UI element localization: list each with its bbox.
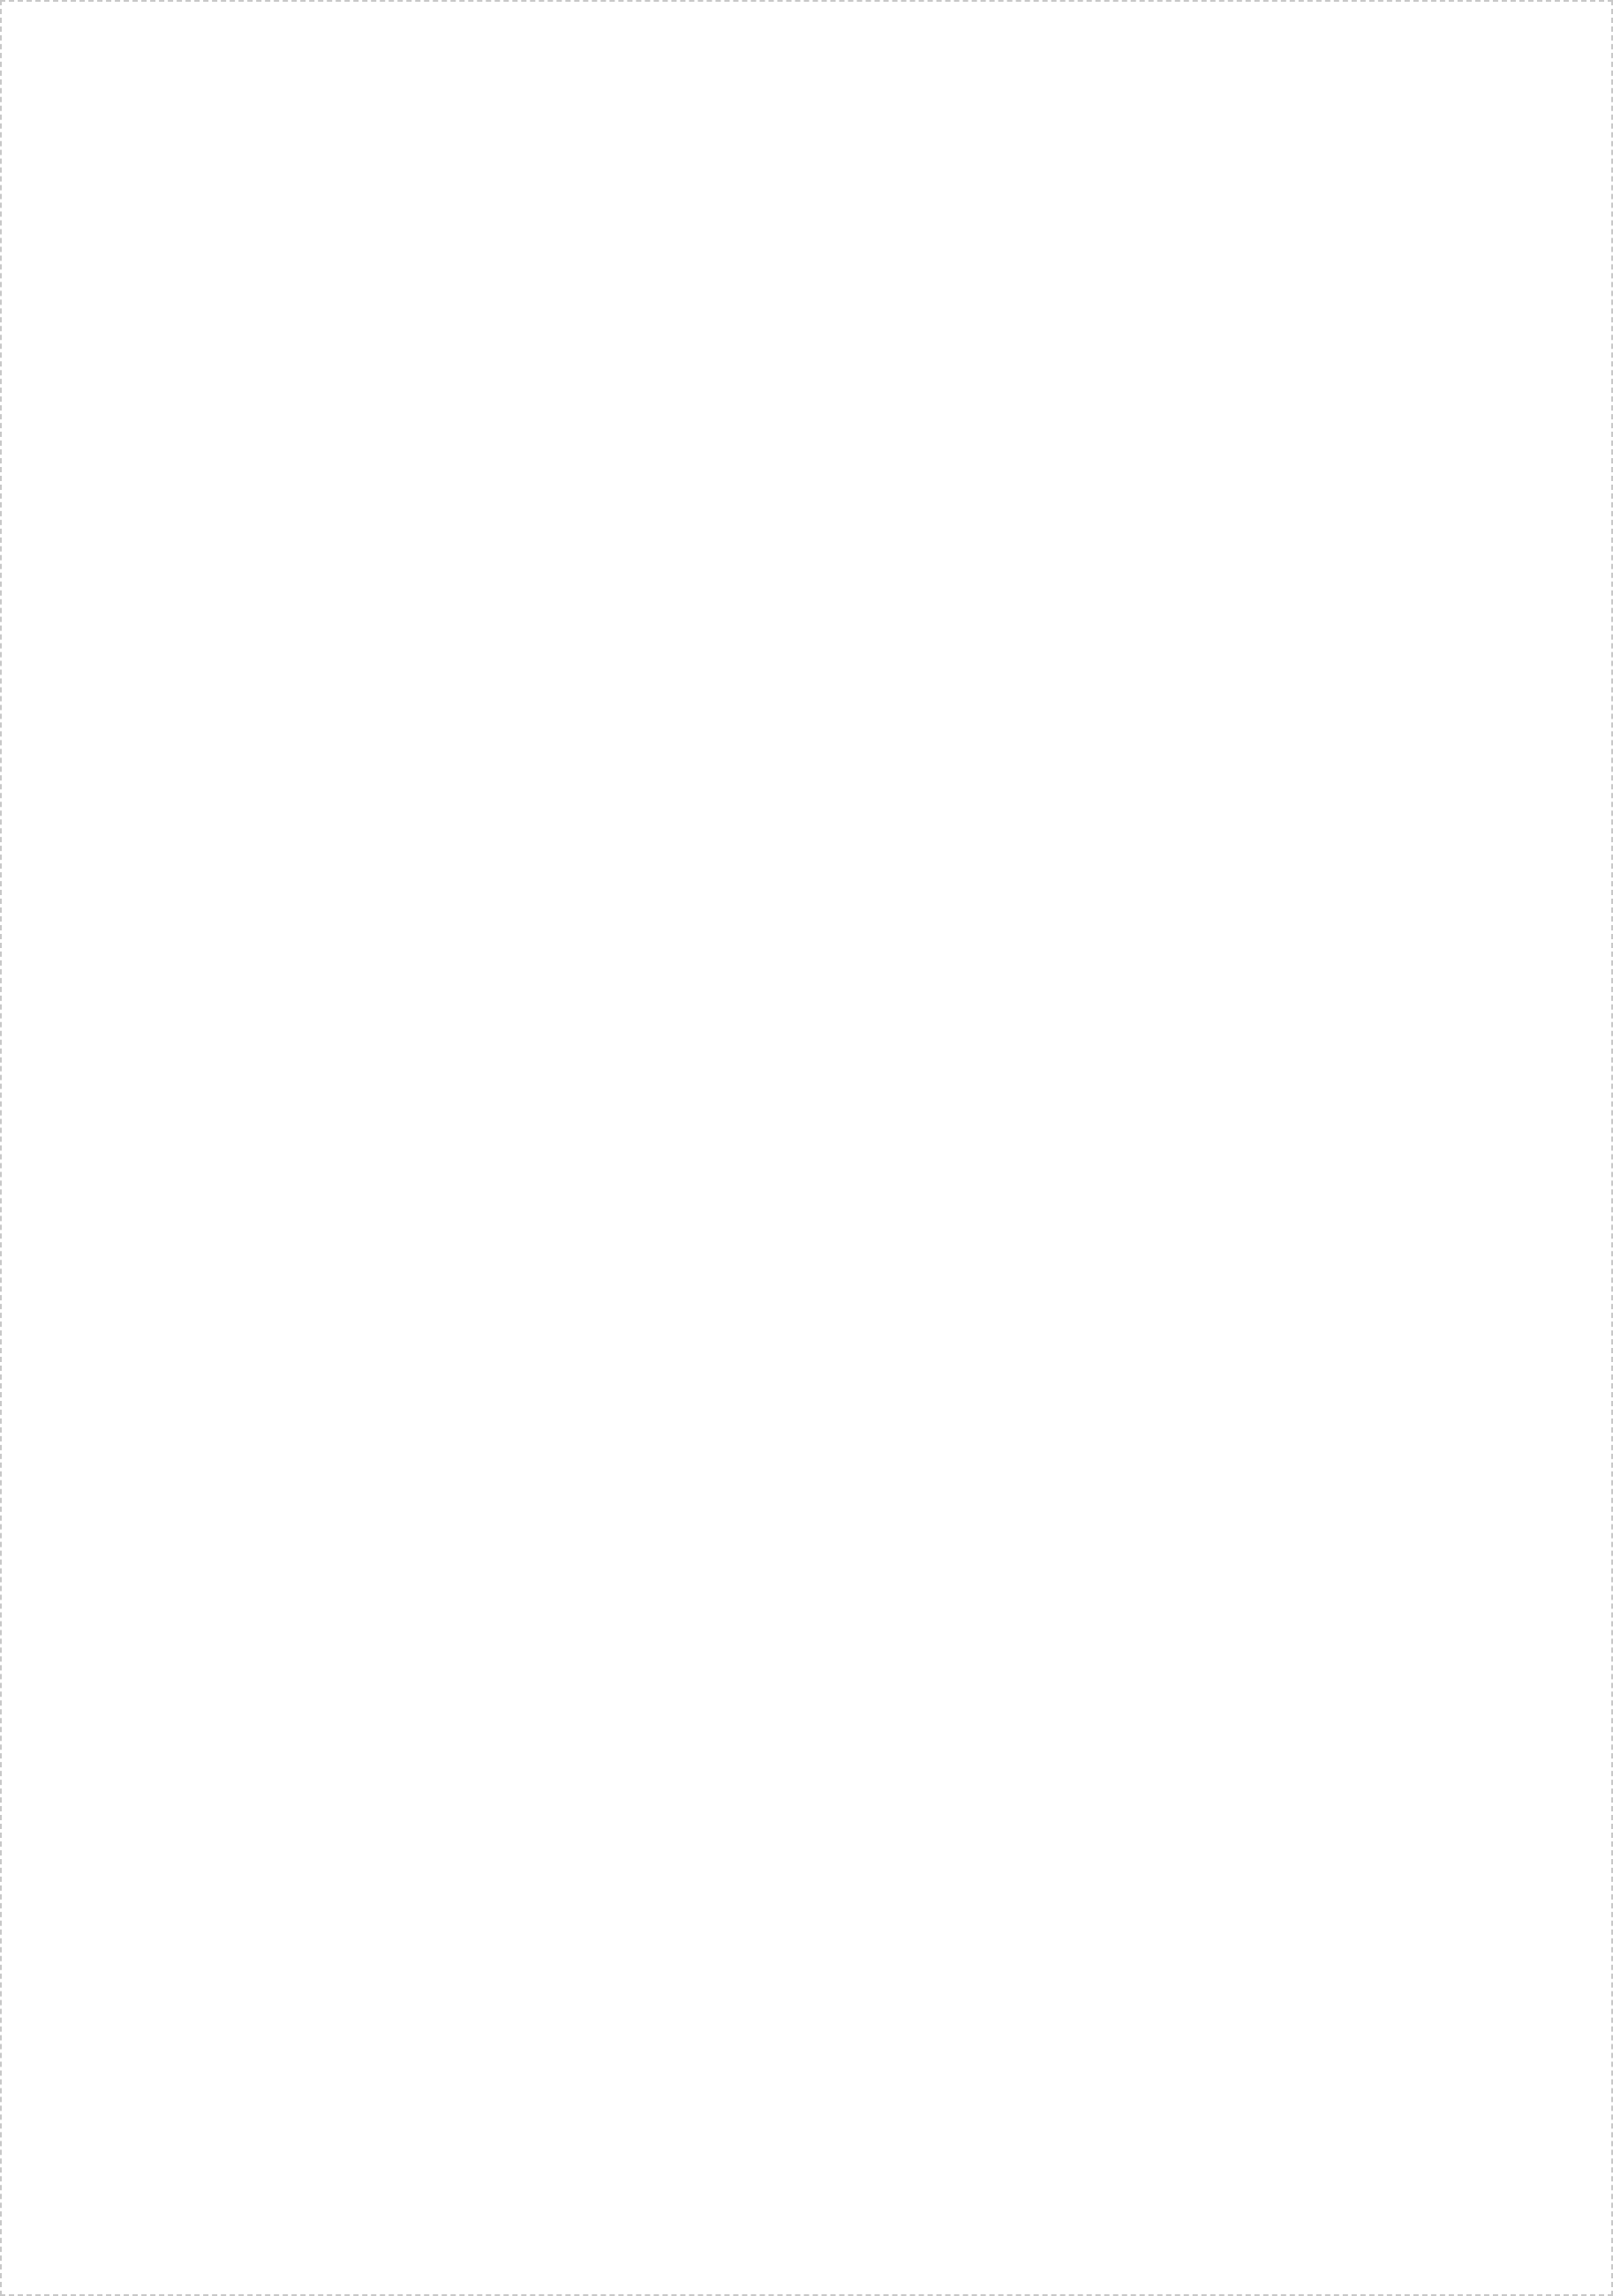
page-title — [72, 72, 1544, 125]
